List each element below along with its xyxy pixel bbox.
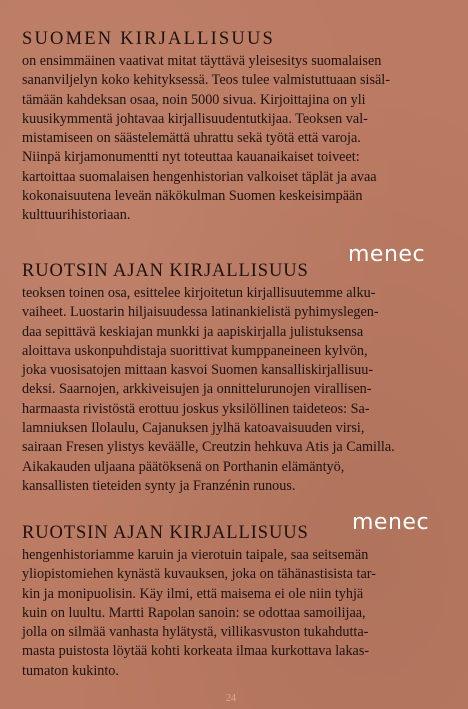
text-line: kuusikymmentä johtavaa kirjallisuudentutkijaa. Teoksen val- <box>22 110 368 127</box>
text-line: Niinpä kirjamonumentti nyt toteuttaa kauanaikaiset toiveet: <box>22 149 360 166</box>
text-line: kokonaisuutena leveän näkökulman Suomen keskeisimpään <box>22 188 363 205</box>
text-line: joka vuosisatojen mittaan kasvoi Suomen kansalliskirjallisuu- <box>22 362 374 379</box>
watermark-text: menec <box>352 510 430 535</box>
section-heading: RUOTSIN AJAN KIRJALLISUUS <box>22 523 309 543</box>
section-heading: SUOMEN KIRJALLISUUS <box>22 29 276 49</box>
text-line: mistamiseen on säästelemättä uhrattu sekä työtä että varoja. <box>22 130 361 147</box>
section-ruotsin-ajan-kirjallisuus <box>22 260 452 500</box>
watermark-text: menec <box>348 242 426 267</box>
text-line: harmaasta rivistöstä erottuu joskus yksilöllinen taideteos: Sa- <box>22 400 370 417</box>
text-line: deksi. Saarnojen, arkkiveisujen ja onnittelurunojen virallisen- <box>22 381 372 398</box>
section-body <box>22 284 452 496</box>
text-line: daa sepittävä keskiajan munkki ja aapiskirjalla julistuksensa <box>22 323 364 340</box>
section-suomen-kirjallisuus <box>22 28 452 246</box>
section-heading: RUOTSIN AJAN KIRJALLISUUS <box>22 261 309 281</box>
text-line: hengenhistoriamme karuin ja vierotuin taipale, saa seitsemän <box>22 547 369 563</box>
text-line: kartoittaa suomalaisen hengenhistorian valkoiset täplät ja avaa <box>22 168 377 185</box>
text-line: lamniuksen Ilolaulu, Cajanuksen jylhä katoavaisuuden virsi, <box>22 420 365 437</box>
text-line: yliopistomiehen kynästä kuvauksen, joka on tähänastisista tar- <box>22 566 376 583</box>
text-line: masta puistosta löytää kohti korkeata ilmaa kurkottava lakas- <box>22 643 370 660</box>
text-line: sananviljelyn koko kehityksessä. Teos tulee valmistuttuaan sisäl- <box>22 72 390 89</box>
text-line: vaiheet. Luostarin hiljaisuudessa latinankielistä pyhimyslegen- <box>22 304 379 321</box>
text-line: on ensimmäinen vaativat mitat täyttävä yleisesitys suomalaisen <box>22 53 382 69</box>
document-page <box>22 28 452 681</box>
text-line: jolla on silmää vanhasta hylätystä, villikasvuston tukahdutta- <box>22 624 369 641</box>
section-body <box>22 52 452 226</box>
text-line: kin ja monipuolisin. Käy ilmi, että maisema ei ole niin tyhjä <box>22 585 364 602</box>
text-line: aloittava uskonpuhdistaja suorittivat kumppaneineen kylvön, <box>22 342 368 359</box>
text-line: sairaan Fresen ylistys keväälle, Creutzin hehkuva Atis ja Camilla. <box>22 439 395 456</box>
text-line: Aikakauden uljaana päätöksenä on Porthanin elämäntyö, <box>22 458 345 475</box>
text-line: kulttuurihistoriaan. <box>22 207 131 224</box>
text-line: kansallisten tieteiden synty ja Franzénin runous. <box>22 477 296 494</box>
section-body <box>22 546 452 681</box>
section-ruotsin-ajan-kirjallisuus-2 <box>22 522 452 681</box>
text-line: tumaton kukinto. <box>22 662 119 679</box>
text-line: teoksen toinen osa, esittelee kirjoitetun kirjallisuutemme alku- <box>22 285 376 301</box>
text-line: tämään kahdeksan osaa, noin 5000 sivua. Kirjoittajina on yli <box>22 91 366 108</box>
page-number: 24 <box>226 693 236 704</box>
text-line: kuin on luultu. Martti Rapolan sanoin: se odottaa samoilijaa, <box>22 604 366 621</box>
